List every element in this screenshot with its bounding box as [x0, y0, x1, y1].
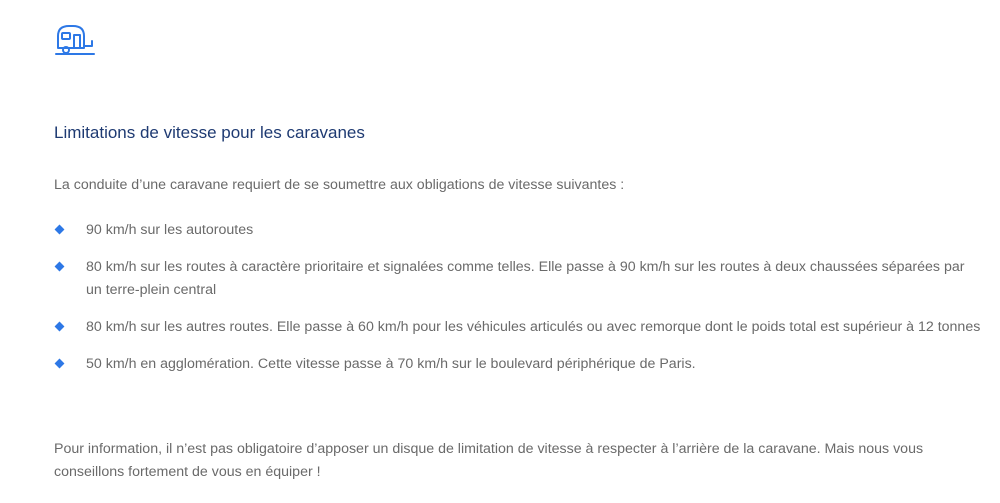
diamond-bullet-icon [55, 225, 65, 235]
diamond-bullet-icon [55, 322, 65, 332]
list-item-text: 90 km/h sur les autoroutes [86, 222, 254, 238]
diamond-bullet-icon [55, 262, 65, 272]
list-item [54, 316, 984, 339]
list-item [54, 353, 984, 376]
caravan-icon [54, 22, 96, 58]
list-item-text: 80 km/h sur les autres routes. Elle passe à 60 km/h pour les véhicules articulés ou avec remorque dont le poids total est supérieur à 12 tonnes [86, 319, 981, 335]
diamond-bullet-icon [55, 359, 65, 369]
list-item-text: 80 km/h sur les routes à caractère prioritaire et signalées comme telles. Elle passe à 90 km/h sur les routes à deux chaussées séparées par un terre-plein central [86, 259, 965, 298]
list-item [54, 256, 984, 302]
section-title: Limitations de vitesse pour les caravanes [54, 123, 365, 142]
footer-note: Pour information, il n’est pas obligatoire d’apposer un disque de limitation de vitesse à respecter à l’arrière de la caravane. Mais nous vous conseillons fortement de vous en équiper ! [54, 441, 924, 480]
intro-text: La conduite d’une caravane requiert de se soumettre aux obligations de vitesse suivantes : [54, 177, 625, 193]
list-item-text: 50 km/h en agglomération. Cette vitesse passe à 70 km/h sur le boulevard périphérique de Paris. [86, 356, 696, 372]
list-item [54, 219, 984, 242]
speed-limit-list [54, 219, 984, 390]
